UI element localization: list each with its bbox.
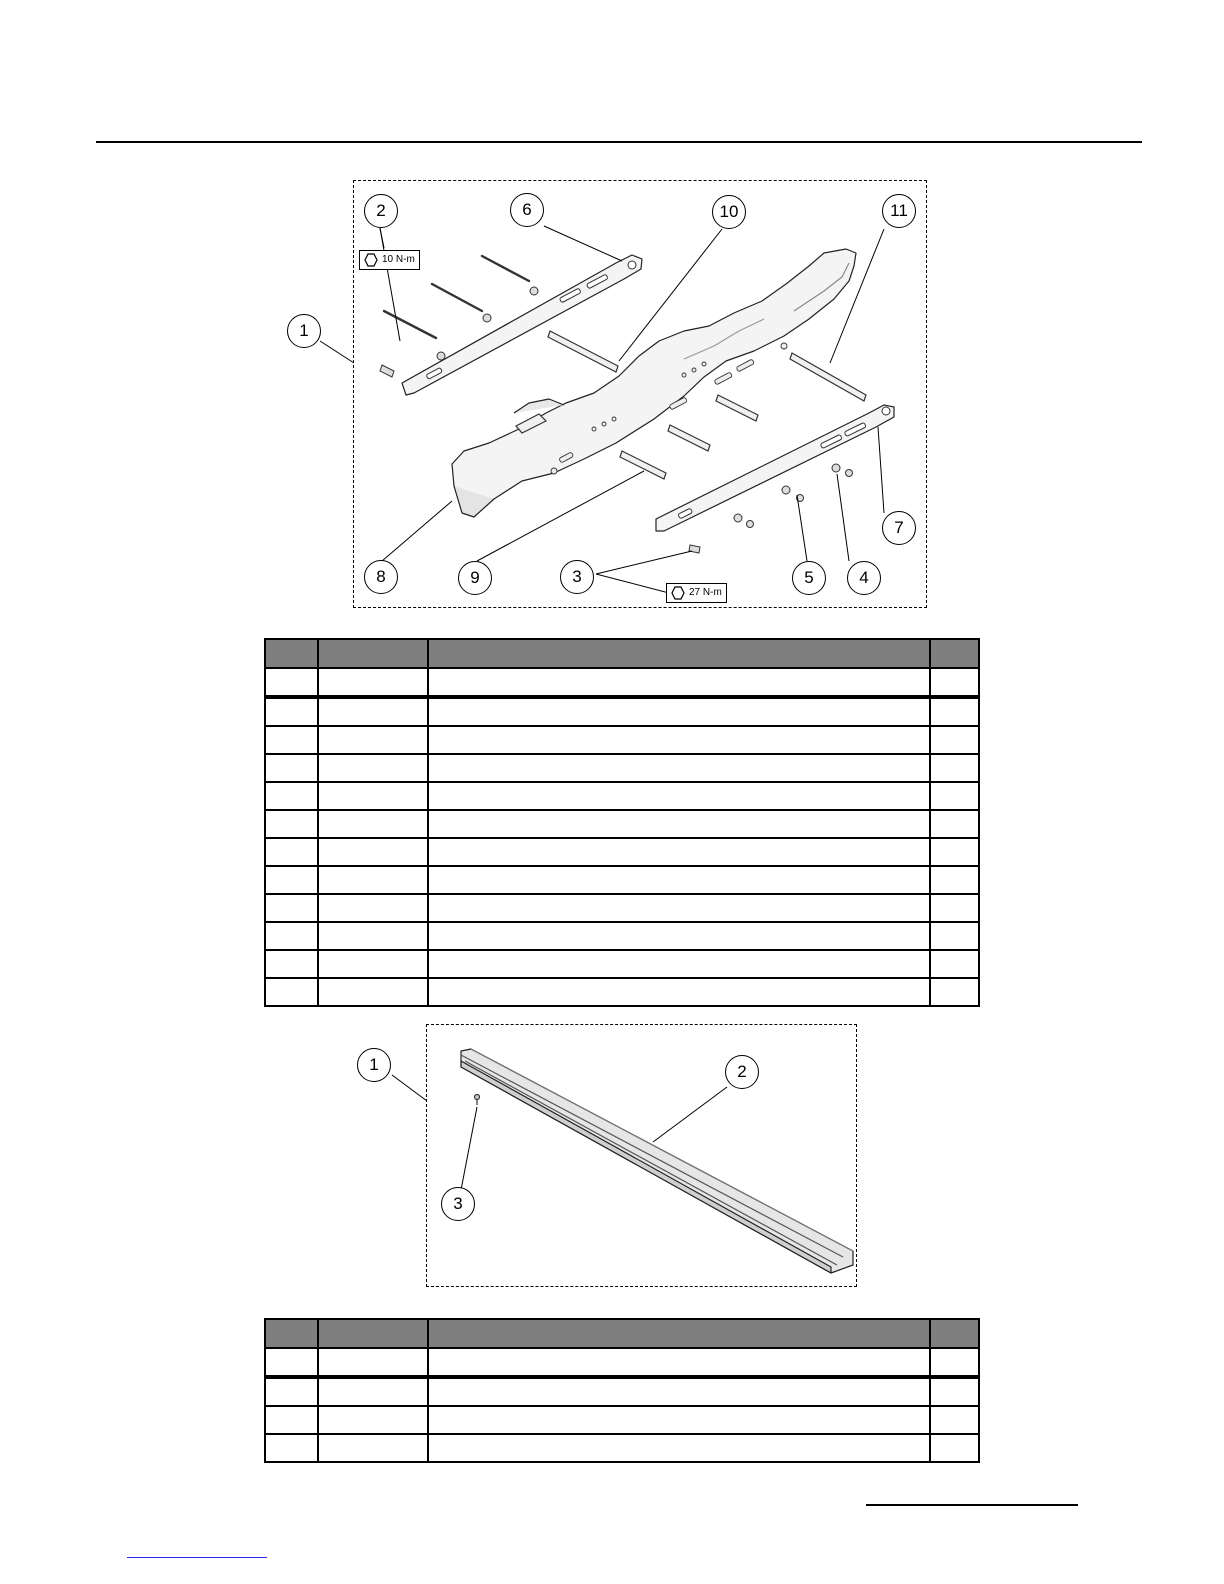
table-row [265,894,979,922]
table-row [265,922,979,950]
exploded-view-rail-assembly [426,1024,857,1287]
header-cell-item [265,1319,318,1348]
header-cell-qty [930,1319,979,1348]
callout-2: 2 [364,194,398,228]
rail-assembly-drawing [427,1025,858,1288]
table-row [265,810,979,838]
table-row [265,754,979,782]
callout-9: 9 [458,561,492,595]
exploded-view-frame-assembly [353,180,927,608]
header-rule [96,141,1142,143]
header-cell-description [428,639,930,668]
torque-upper-value: 10 N-m [382,254,415,265]
table-row [265,668,979,697]
callout-7: 7 [882,511,916,545]
torque-spec-upper [359,250,420,270]
table-row [265,1348,979,1377]
callout-3: 3 [441,1187,475,1221]
table-row [265,1377,979,1406]
table-row [265,866,979,894]
callout-10: 10 [712,195,746,229]
header-cell-description [428,1319,930,1348]
rail-extrusion [461,1049,853,1273]
callout-6: 6 [510,193,544,227]
callout-11: 11 [882,194,916,228]
table-row [265,978,979,1006]
footer-rule [866,1504,1078,1506]
table-header-row [265,1319,979,1348]
callout-1: 1 [357,1048,391,1082]
hex-wrench-icon [671,586,685,600]
table-row [265,1434,979,1462]
hex-wrench-icon [364,253,378,267]
callout-1: 1 [287,314,321,348]
header-cell-item [265,639,318,668]
header-cell-part [318,1319,428,1348]
torque-lower-value: 27 N-m [689,587,722,598]
callout-2: 2 [725,1055,759,1089]
table-row [265,950,979,978]
table-row [265,1406,979,1434]
table-row [265,838,979,866]
table-row [265,697,979,726]
callout-5: 5 [792,561,826,595]
torque-spec-lower [666,583,727,603]
callout-4: 4 [847,561,881,595]
frame-assembly-drawing [354,181,928,609]
footer-link-underline[interactable] [127,1557,267,1558]
header-cell-part [318,639,428,668]
header-cell-qty [930,639,979,668]
callout-3: 3 [560,560,594,594]
table-header-row [265,639,979,668]
callout-8: 8 [364,560,398,594]
parts-table-1 [264,638,980,1007]
table-row [265,782,979,810]
table-row [265,726,979,754]
parts-table-2 [264,1318,980,1463]
